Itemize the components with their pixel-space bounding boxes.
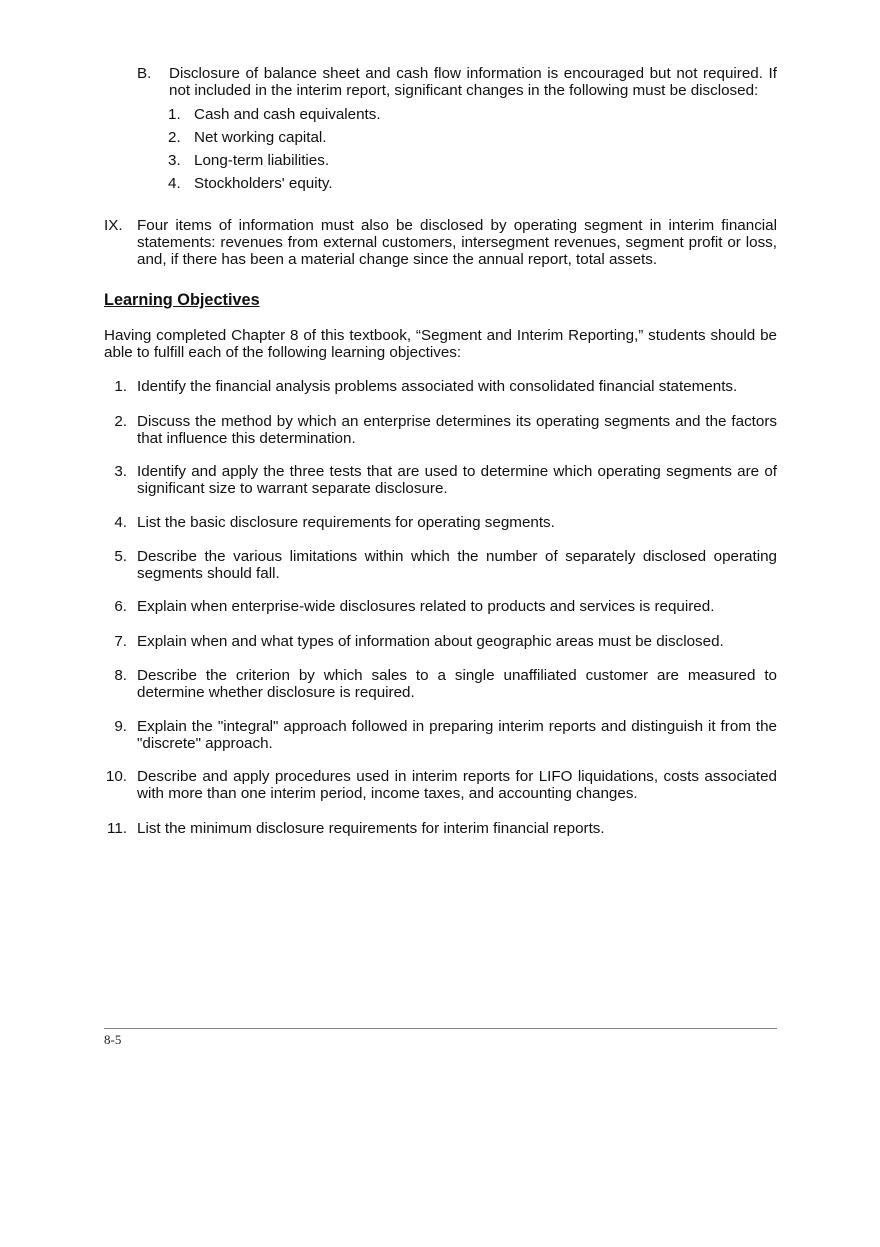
objective-number: 11. xyxy=(107,820,127,837)
objective-number: 10. xyxy=(105,768,127,785)
section-b-item xyxy=(168,175,768,192)
objective-text: Explain when and what types of information about geographic areas must be disclosed. xyxy=(137,633,724,650)
objective-text: List the basic disclosure requirements for operating segments. xyxy=(137,514,555,531)
objective-number: 6. xyxy=(114,598,127,615)
objective-text: Describe and apply procedures used in interim reports for LIFO liquidations, costs associated with more than one interim period, income taxes, and accounting changes. xyxy=(137,768,777,802)
objective-number: 1. xyxy=(114,378,127,395)
objective-item xyxy=(104,548,777,582)
objective-item xyxy=(104,378,777,395)
section-b-label: B. xyxy=(137,65,152,82)
objective-number: 7. xyxy=(114,633,127,650)
section-b-item-number: 2. xyxy=(168,129,181,146)
section-b-item-text: Stockholders' equity. xyxy=(194,175,333,192)
section-b-text: Disclosure of balance sheet and cash flow information is encouraged but not required. If not included in the interim report, significant changes in the following must be disclosed: xyxy=(169,65,777,99)
objective-text: Describe the criterion by which sales to a single unaffiliated customer are measured to determine whether disclosure is required. xyxy=(137,667,777,701)
section-b-item xyxy=(168,152,768,169)
section-b-item-number: 3. xyxy=(168,152,181,169)
objective-text: Describe the various limitations within which the number of separately disclosed operating segments should fall. xyxy=(137,548,777,582)
objective-number: 9. xyxy=(114,718,127,735)
objective-number: 2. xyxy=(114,413,127,430)
section-b-item-text: Long-term liabilities. xyxy=(194,152,330,169)
objective-text: Explain the "integral" approach followed in preparing interim reports and distinguish it from the "discrete" approach. xyxy=(137,718,777,752)
objective-number: 4. xyxy=(114,514,127,531)
objective-text: Identify the financial analysis problems associated with consolidated financial statements. xyxy=(137,378,738,395)
learning-objectives-heading: Learning Objectives xyxy=(104,291,260,309)
section-b-item-number: 1. xyxy=(168,106,181,123)
objective-item xyxy=(104,633,777,650)
objective-item xyxy=(104,514,777,531)
objective-item xyxy=(104,413,777,447)
section-ix xyxy=(104,217,777,268)
section-b xyxy=(137,65,777,99)
objective-number: 5. xyxy=(114,548,127,565)
section-b-item-text: Net working capital. xyxy=(194,129,327,146)
learning-objectives-intro: Having completed Chapter 8 of this textbook, “Segment and Interim Reporting,” students should be able to fulfill each of the following learning objectives: xyxy=(104,327,777,361)
objective-item xyxy=(104,598,777,615)
objective-number: 3. xyxy=(114,463,127,480)
section-b-item xyxy=(168,129,768,146)
objective-text: List the minimum disclosure requirements for interim financial reports. xyxy=(137,820,605,837)
objective-item xyxy=(104,667,777,701)
objective-item xyxy=(104,718,777,752)
section-ix-label: IX. xyxy=(104,217,123,234)
objective-item xyxy=(104,463,777,497)
objective-number: 8. xyxy=(114,667,127,684)
objective-text: Discuss the method by which an enterprise determines its operating segments and the factors that influence this determination. xyxy=(137,413,777,447)
page-number: 8-5 xyxy=(104,1032,122,1047)
section-ix-text: Four items of information must also be disclosed by operating segment in interim financial statements: revenues from external customers, intersegment revenues, segment profit or loss, and, if there has been a material change since the annual report, total assets. xyxy=(137,217,777,268)
objective-item xyxy=(104,820,777,837)
section-b-item-text: Cash and cash equivalents. xyxy=(194,106,381,123)
objective-text: Explain when enterprise-wide disclosures related to products and services is required. xyxy=(137,598,715,615)
footer-divider xyxy=(104,1028,777,1029)
objective-text: Identify and apply the three tests that are used to determine which operating segments are of significant size to warrant separate disclosure. xyxy=(137,463,777,497)
objective-item xyxy=(104,768,777,802)
section-b-item xyxy=(168,106,768,123)
section-b-item-number: 4. xyxy=(168,175,181,192)
